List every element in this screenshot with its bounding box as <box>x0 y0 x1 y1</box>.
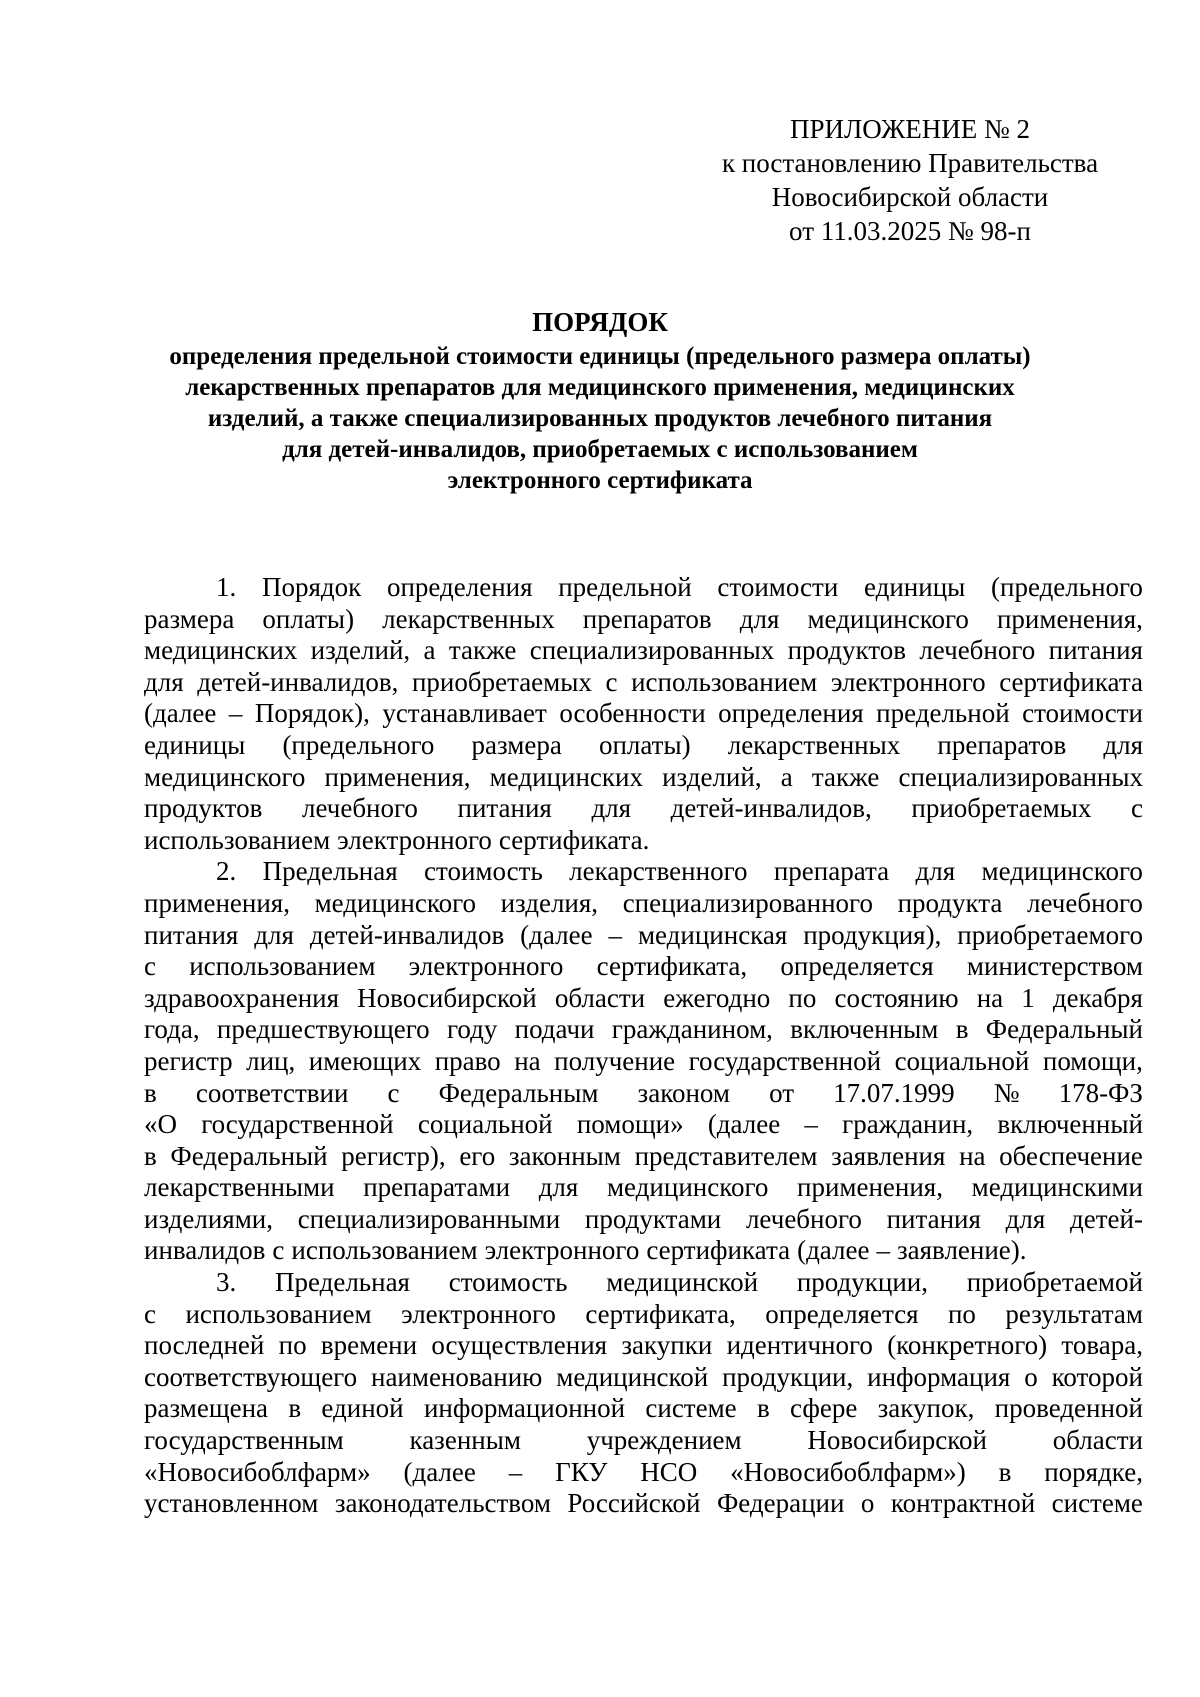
document-title <box>140 306 1060 496</box>
word: законом <box>637 1077 730 1108</box>
word: с <box>272 1235 285 1266</box>
word: лечебного <box>301 793 418 824</box>
word: а <box>423 635 436 666</box>
word: продуктами <box>584 1203 722 1234</box>
word: товара, <box>1061 1330 1143 1361</box>
document-heading: ПОРЯДОК <box>532 307 668 337</box>
word: на <box>959 1140 986 1171</box>
word: Федерации <box>716 1488 845 1519</box>
word: Новосибирской <box>807 1425 987 1456</box>
word: идентичного <box>726 1330 873 1361</box>
word: препарата <box>773 856 890 887</box>
word: продукции, <box>796 1267 928 1298</box>
title-line: определения предельной стоимости единицы (предельного размера оплаты) <box>169 343 1031 370</box>
word: питания <box>886 1203 981 1234</box>
word: лекарственными <box>144 1172 335 1203</box>
word: лекарственных <box>382 603 555 634</box>
word: в <box>288 1393 302 1424</box>
word: также <box>811 761 880 792</box>
word: установленном <box>144 1488 319 1519</box>
word: «Новосибоблфарм» <box>144 1456 371 1487</box>
word: представителем <box>634 1140 818 1171</box>
word: 17.07.1999 <box>833 1077 955 1108</box>
word: лекарственного <box>569 856 748 887</box>
word: также <box>448 635 517 666</box>
word: медицинскими <box>971 1172 1143 1203</box>
word: соответствующего <box>144 1361 358 1392</box>
word: области <box>1052 1425 1143 1456</box>
word: (далее <box>797 1235 870 1266</box>
word: приобретаемого <box>957 919 1143 950</box>
word: электронного <box>401 1298 556 1329</box>
word: (предельного <box>282 729 435 760</box>
paragraph-2 <box>144 856 1143 1267</box>
word: Порядок <box>261 572 362 602</box>
text-line <box>144 762 1143 794</box>
text-line <box>144 793 1143 825</box>
word: в <box>756 1393 770 1424</box>
text-line <box>144 1330 1143 1362</box>
word: препаратами <box>363 1172 511 1203</box>
word: изделиями, <box>144 1203 273 1234</box>
word: для <box>1103 729 1143 760</box>
word: порядке, <box>1044 1456 1143 1487</box>
word: специализированного <box>622 887 873 918</box>
word: с <box>144 1298 156 1329</box>
word: электронного <box>484 1235 640 1266</box>
word: о <box>860 1488 875 1519</box>
word: питания <box>1048 635 1143 666</box>
text-line <box>144 888 1143 920</box>
word: – <box>508 1456 523 1487</box>
word: лекарственных <box>727 729 901 760</box>
word: продуктов <box>144 793 263 824</box>
word: для <box>739 603 780 634</box>
word: оплаты) <box>262 603 355 634</box>
word: детей-инвалидов, <box>670 793 872 824</box>
text-line <box>144 1488 1143 1520</box>
word: на <box>514 1045 541 1076</box>
text-line <box>144 825 1143 857</box>
text-line <box>144 856 1143 888</box>
text-line <box>144 1109 1143 1141</box>
word: регистр), <box>341 1140 446 1171</box>
word: (далее <box>144 698 217 729</box>
word: с <box>144 951 156 982</box>
word: медицинской <box>556 1361 709 1392</box>
word: заявление). <box>896 1235 1027 1266</box>
word: состоянию <box>834 982 959 1013</box>
word: использованием <box>291 1235 478 1266</box>
word: медицинского <box>606 1172 769 1203</box>
word: здравоохранения <box>144 982 340 1013</box>
word: стоимости <box>1022 698 1143 729</box>
word: детей-инвалидов, <box>197 666 399 697</box>
word: гражданином, <box>611 1014 773 1045</box>
word: Новосибирской <box>357 982 537 1013</box>
word: приобретаемых <box>411 666 592 697</box>
word: 1. <box>216 572 237 602</box>
word: медицинская <box>637 919 788 950</box>
word: продукция), <box>803 919 942 950</box>
word: проведенной <box>994 1393 1143 1424</box>
text-line <box>144 572 1143 604</box>
title-line: электронного сертификата <box>447 467 753 494</box>
word: стоимость <box>424 856 543 887</box>
text-line <box>144 1425 1143 1457</box>
word: ГКУ <box>555 1456 608 1487</box>
word: детей-инвалидов <box>309 919 505 950</box>
word: по <box>278 1330 307 1361</box>
word: право <box>434 1045 501 1076</box>
word: регистр <box>144 1045 233 1076</box>
word: последней <box>144 1330 265 1361</box>
word: размера <box>144 603 235 634</box>
word: медицинских <box>489 761 643 792</box>
word: его <box>459 1140 496 1171</box>
word: сертификата <box>999 666 1143 697</box>
word: препаратов <box>582 603 712 634</box>
word: «О <box>144 1109 177 1140</box>
word: – <box>228 698 243 729</box>
text-line <box>144 667 1143 699</box>
document-body <box>144 572 1143 1520</box>
text-line <box>144 1267 1143 1299</box>
word: заявления <box>831 1140 946 1171</box>
word: 3. <box>216 1267 237 1298</box>
word: (далее <box>707 1109 781 1140</box>
word: сертификата. <box>498 824 650 855</box>
appendix-line: Новосибирской области <box>771 182 1049 212</box>
word: для <box>538 1172 579 1203</box>
word: декабря <box>1052 982 1143 1013</box>
word: лечебного <box>919 635 1036 666</box>
text-line <box>144 1172 1143 1204</box>
word: определяется <box>765 1298 919 1329</box>
word: времени <box>320 1330 418 1361</box>
word: информация <box>867 1361 1011 1392</box>
word: продуктов <box>787 635 906 666</box>
word: в <box>998 1456 1012 1487</box>
word: которой <box>1051 1361 1143 1392</box>
word: инвалидов <box>144 1235 266 1266</box>
word: сертификата <box>646 1235 791 1266</box>
word: по <box>947 1298 976 1329</box>
word: медицинского <box>144 761 306 792</box>
word: приобретаемых <box>911 793 1092 824</box>
word: с <box>605 666 618 697</box>
word: (предельного <box>991 572 1143 602</box>
word: использованием <box>185 1298 372 1329</box>
word: для <box>144 666 184 697</box>
appendix-header <box>700 112 1120 248</box>
word: (конкретного) <box>887 1330 1048 1361</box>
word: (далее <box>403 1456 476 1487</box>
word: министерством <box>966 951 1143 982</box>
word: сфере <box>790 1393 858 1424</box>
word: продукции, <box>722 1361 854 1392</box>
paragraph-1 <box>144 572 1143 856</box>
text-line <box>144 1393 1143 1425</box>
text-line <box>144 920 1143 952</box>
word: Порядок), <box>254 698 370 729</box>
word: – <box>608 919 623 950</box>
word: Предельная <box>274 1267 410 1298</box>
word: предшествующего <box>216 1014 430 1045</box>
word: системе <box>1051 1488 1143 1519</box>
word: – <box>876 1235 890 1266</box>
word: информационной <box>423 1393 626 1424</box>
word: наименованию <box>371 1361 543 1392</box>
word: применения, <box>144 887 290 918</box>
word: году <box>446 1014 498 1045</box>
word: помощи» <box>576 1109 684 1140</box>
word: имеющих <box>308 1045 422 1076</box>
word: приобретаемой <box>966 1267 1143 1298</box>
word: Федеральный <box>985 1014 1143 1045</box>
word: размера <box>471 729 562 760</box>
word: осуществления <box>431 1330 608 1361</box>
text-line <box>144 730 1143 762</box>
appendix-line: от 11.03.2025 № 98-п <box>789 216 1031 246</box>
word: подачи <box>514 1014 595 1045</box>
word: предельной <box>558 572 692 602</box>
word: закупки <box>621 1330 713 1361</box>
word: области <box>554 982 646 1013</box>
word: препаратов <box>937 729 1067 760</box>
word: казенным <box>409 1425 521 1456</box>
word: Российской <box>567 1488 701 1519</box>
word: медицинского <box>807 603 969 634</box>
word: применения, <box>996 603 1143 634</box>
word: социальной <box>894 1045 1030 1076</box>
word: учреждением <box>586 1425 742 1456</box>
word: закупок, <box>877 1393 975 1424</box>
text-line <box>144 1204 1143 1236</box>
word: а <box>780 761 793 792</box>
text-line <box>144 983 1143 1015</box>
word: получение <box>554 1045 676 1076</box>
word: в <box>955 1014 969 1045</box>
word: использованием <box>631 666 818 697</box>
word: специализированными <box>297 1203 561 1234</box>
word: сертификата, <box>585 1298 736 1329</box>
word: гражданин, <box>842 1109 974 1140</box>
word: контрактной <box>890 1488 1036 1519</box>
word: 178-ФЗ <box>1058 1077 1143 1108</box>
text-line <box>144 1046 1143 1078</box>
word: НСО <box>640 1456 698 1487</box>
word: для <box>254 919 294 950</box>
word: Предельная <box>262 856 398 887</box>
word: государственным <box>144 1425 344 1456</box>
text-line <box>144 698 1143 730</box>
word: лечебного <box>1027 887 1143 918</box>
word: обеспечение <box>999 1140 1143 1171</box>
word: определения <box>718 698 864 729</box>
word: в <box>144 1077 157 1108</box>
word: изделий, <box>662 761 762 792</box>
appendix-line: ПРИЛОЖЕНИЕ № 2 <box>789 114 1031 144</box>
word: по <box>788 982 817 1013</box>
word: устанавливает <box>382 698 547 729</box>
word: размещена <box>144 1393 269 1424</box>
word: специализированных <box>529 635 775 666</box>
word: государственной <box>688 1045 882 1076</box>
word: детей- <box>1069 1203 1143 1234</box>
word: применения, <box>324 761 471 792</box>
word: включенным <box>790 1014 939 1045</box>
word: использованием <box>144 824 331 855</box>
word: ежегодно <box>663 982 771 1013</box>
text-line <box>144 635 1143 667</box>
word: 2. <box>216 856 237 887</box>
word: о <box>1024 1361 1038 1392</box>
text-line <box>144 951 1143 983</box>
word: изделия, <box>500 887 599 918</box>
word: определяется <box>780 951 934 982</box>
word: питания <box>457 793 552 824</box>
word: электронного <box>337 824 492 855</box>
word: с <box>387 1077 400 1108</box>
word: № <box>993 1077 1020 1108</box>
word: для <box>1005 1203 1046 1234</box>
word: единицы <box>144 729 246 760</box>
word: оплаты) <box>598 729 691 760</box>
word: государственной <box>201 1109 394 1140</box>
word: медицинского <box>314 887 476 918</box>
word: электронного <box>830 666 986 697</box>
word: использованием <box>189 951 376 982</box>
word: предельной <box>876 698 1010 729</box>
word: лечебного <box>745 1203 862 1234</box>
word: специализированных <box>898 761 1143 792</box>
word: социальной <box>417 1109 553 1140</box>
text-line <box>144 1299 1143 1331</box>
word: года, <box>144 1014 200 1045</box>
text-line <box>144 1014 1143 1046</box>
word: стоимости <box>717 572 839 602</box>
word: (далее <box>520 919 593 950</box>
word: результатам <box>1005 1298 1143 1329</box>
text-line <box>144 1235 1143 1267</box>
word: включенный <box>997 1109 1143 1140</box>
word: в <box>144 1140 157 1171</box>
word: единицы <box>863 572 966 602</box>
paragraph-3 <box>144 1267 1143 1520</box>
word: для <box>591 793 632 824</box>
word: определения <box>386 572 533 602</box>
word: питания <box>144 919 239 950</box>
word: изделий, <box>310 635 411 666</box>
word: соответствии <box>195 1077 349 1108</box>
word: стоимость <box>448 1267 568 1298</box>
text-line <box>144 1141 1143 1173</box>
appendix-line: к постановлению Правительства <box>721 148 1099 178</box>
word: медицинского <box>981 856 1143 887</box>
word: от <box>769 1077 795 1108</box>
title-line: изделий, а также специализированных продуктов лечебного питания <box>207 405 993 432</box>
word: для <box>915 856 956 887</box>
word: 1 <box>1021 982 1035 1013</box>
word: законодательством <box>334 1488 551 1519</box>
word: – <box>804 1109 818 1140</box>
word: системе <box>645 1393 737 1424</box>
word: особенности <box>559 698 706 729</box>
word: медицинской <box>606 1267 759 1298</box>
text-line <box>144 1078 1143 1110</box>
word: медицинских <box>144 635 298 666</box>
word: «Новосибоблфарм») <box>730 1456 966 1487</box>
word: сертификата, <box>596 951 748 982</box>
word: Федеральным <box>438 1077 599 1108</box>
text-line <box>144 1457 1143 1489</box>
word: на <box>976 982 1004 1013</box>
text-line <box>144 1362 1143 1394</box>
word: с <box>1130 793 1143 824</box>
word: продукта <box>897 887 1003 918</box>
word: применения, <box>797 1172 943 1203</box>
title-line: лекарственных препаратов для медицинского применения, медицинских <box>185 374 1015 401</box>
word: законным <box>508 1140 621 1171</box>
word: Федеральный <box>170 1140 328 1171</box>
word: электронного <box>408 951 564 982</box>
word: помощи, <box>1042 1045 1143 1076</box>
word: лиц, <box>246 1045 296 1076</box>
title-line: для детей-инвалидов, приобретаемых с использованием <box>282 436 918 463</box>
word: единой <box>321 1393 404 1424</box>
text-line <box>144 604 1143 636</box>
